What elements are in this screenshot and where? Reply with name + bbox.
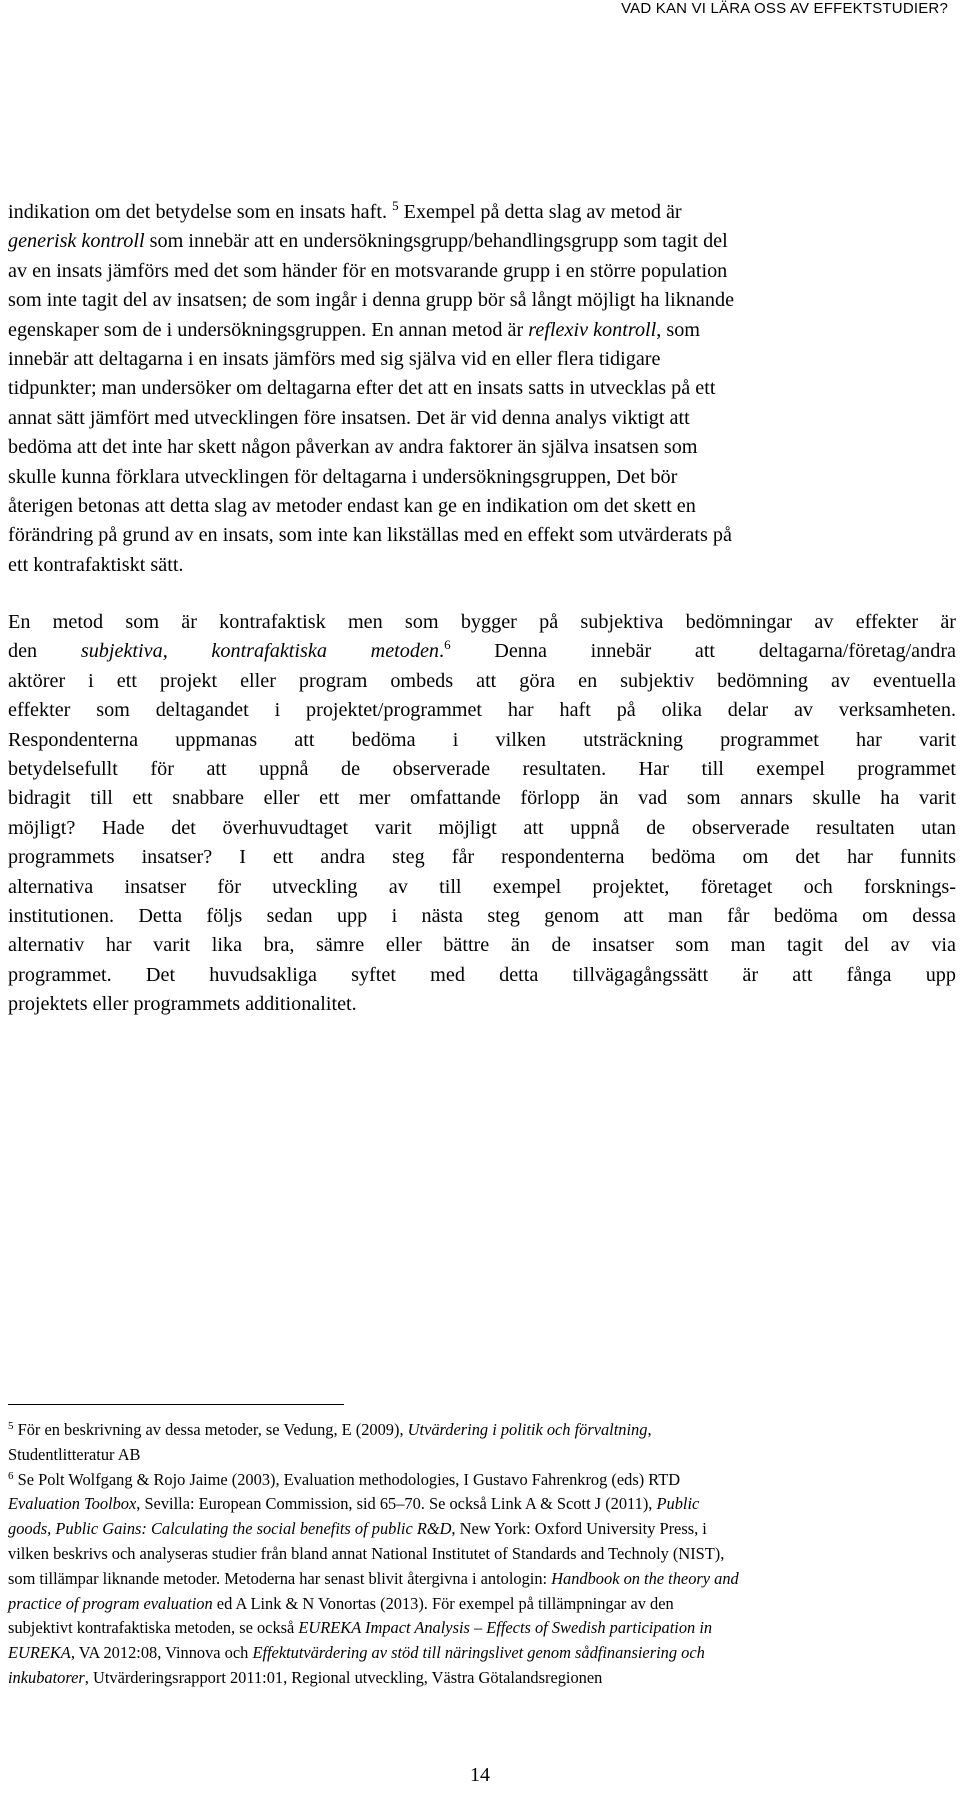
footnote-5: $^5$ För en beskrivning av dessa metoder, se Vedung, E (2009), Utvärdering i politik och förvaltning, (8, 1420, 652, 1439)
paragraph-subjective-counterfactual: En metod som är kontrafaktisk men som bygger på subjektiva bedömningar av effekter är den subjektiva, kontrafaktiska metoden.$^6$ Denna innebär att deltagarna/företag/andra aktörer i ett projekt eller program ombeds att göra en subjektiv bedömning av eventuella effekter som deltagandet i projektet/programmet har haft på olika delar av verksamheten. Respondenterna uppmanas att bedöma i vilken utsträckning programmet har varit betydelsefullt för att uppnå de observerade resultaten. Har till exempel programmet bidragit till ett snabbare eller ett mer omfattande förlopp än vad som annars skulle ha varit möjligt? Hade det överhuvudtaget varit möjligt att uppnå de observerade resultaten utan programmets insatser? I ett andra steg får respondenterna bedöma om det har funnits alternativa insatser för utveckling av till exempel projektet, företaget och forsknings- institutionen. Detta följs sedan upp i nästa steg genom att man får bedöma om dessa alternativ har varit lika bra, sämre eller bättre än de insatser som man tagit del av via programmet. Det huvudsakliga syftet med detta tillvägagångssätt är att fånga upp projektets eller programmets additionalitet. (8, 611, 956, 1016)
footnotes: $^5$ För en beskrivning av dessa metoder, se Vedung, E (2009), Utvärdering i politik och förvaltning, Studentlitteratur AB $^6$ Se Polt Wolfgang & Rojo Jaime (2003), Evaluation methodologies, I Gustavo Fahrenkrog (eds) RTD Evaluation Toolbox, Sevilla: European Commission, sid 65–70. Se också Link A & Scott J (2011), Public goods, Public Gains: Calculating the social benefits of public R&D, New York: Oxford University Press, i vilken beskrivs och analyseras studier från bland annat National Institutet of Standards and Technoly (NIST), som tillämpar liknande metoder. Metoderna har senast blivit återgivna i antologin: Handbook on the theory and practice of program evaluation ed A Link & N Vonortas (2013). För exempel på tillämpningar av den subjektivt kontrafaktiska metoden, se också EUREKA Impact Analysis – Effects of Swedish participation in EUREKA, VA 2012:08, Vinnova och Effektutvärdering av stöd till näringslivet genom sådfinansiering och inkubatorer, Utvärderingsrapport 2011:01, Regional utveckling, Västra Götalandsregionen (8, 1418, 958, 1691)
paragraph-methods-indication: indikation om det betydelse som en insats haft. $^5$ Exempel på detta slag av metod är generisk kontroll som innebär att en undersökningsgrupp/behandlingsgrupp som tagit del av en insats jämförs med det som händer för en motsvarande grupp i en större population som inte tagit del av insatsen; de som ingår i denna grupp bör så långt möjligt ha liknande egenskaper som de i undersökningsgruppen. En annan metod är reflexiv kontroll, som innebär att deltagarna i en insats jämförs med sig själva vid en eller flera tidigare tidpunkter; man undersöker om deltagarna efter det att en insats satts in utvecklas på ett annat sätt jämfört med utvecklingen före insatsen. Det är vid denna analys viktigt att bedöma att det inte har skett någon påverkan av andra faktorer än själva insatsen som skulle kunna förklara utvecklingen för deltagarna i undersökningsgruppen, Det bör återigen betonas att detta slag av metoder endast kan ge en indikation om det skett en förändring på grund av en insats, som inte kan likställas med en effekt som utvärderats på ett kontrafaktiskt sätt. (8, 198, 735, 576)
footnote-ref-5[interactable]: 5 (392, 198, 399, 213)
footnote-divider (8, 1404, 344, 1405)
page-number: 14 (470, 1764, 490, 1786)
footnote-6: $^6$ Se Polt Wolfgang & Rojo Jaime (2003), Evaluation methodologies, I Gustavo Fahrenkrog (eds) RTD (8, 1469, 681, 1489)
footnote-ref-6[interactable]: 6 (444, 637, 451, 653)
running-header: VAD KAN VI LÄRA OSS AV EFFEKTSTUDIER? (621, 0, 948, 17)
